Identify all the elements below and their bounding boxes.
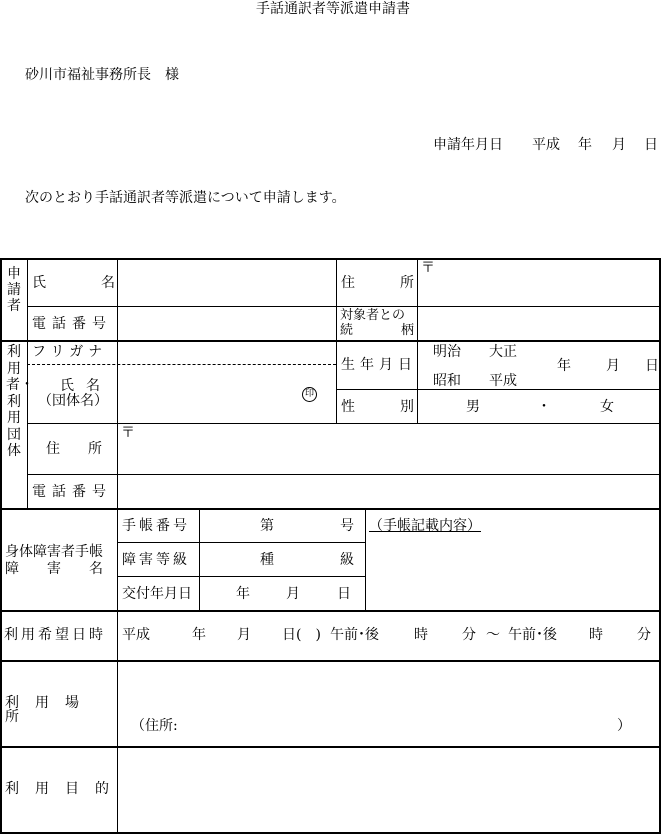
- schedule-era: 平成: [122, 627, 150, 643]
- user-postal-mark: 〒: [121, 425, 135, 441]
- applicant-postal-mark: 〒: [421, 260, 435, 276]
- furigana-dashed-line: [27, 364, 336, 365]
- user-name-field[interactable]: [122, 370, 292, 418]
- issue-day[interactable]: 日: [337, 586, 351, 602]
- applicant-address-field[interactable]: [436, 266, 654, 300]
- era-taisho[interactable]: 大正: [489, 344, 517, 360]
- handbook-contents-label: （手帳記載内容）: [369, 518, 481, 534]
- birth-gender-divider: [336, 389, 661, 390]
- place-address-close: ）: [617, 718, 631, 734]
- application-date-year[interactable]: 年: [578, 137, 592, 153]
- user-address-label-1: 住: [46, 441, 60, 457]
- applicant-phone-field[interactable]: [122, 312, 332, 336]
- user-name-label-2: 名: [86, 378, 100, 394]
- birth-day[interactable]: 日: [645, 358, 659, 374]
- schedule-ampm-end[interactable]: 午前･後: [508, 627, 557, 643]
- application-date-era: 平成: [532, 137, 560, 153]
- disability-kind[interactable]: 種: [260, 552, 274, 568]
- user-section-label: 利用者・利用団体: [6, 344, 34, 459]
- applicant-section-label: 申請者: [7, 266, 21, 314]
- seal-icon: 印: [302, 387, 317, 402]
- applicant-name-label-1: 氏: [32, 275, 46, 291]
- handbook-row-1: [117, 542, 365, 543]
- handbook-section-label-2: 障 害 名: [5, 561, 103, 577]
- era-meiji[interactable]: 明治: [433, 344, 461, 360]
- handbook-contents-field[interactable]: [370, 540, 654, 604]
- place-address-open: （住所:: [131, 718, 178, 734]
- user-name-label-1: 氏: [60, 378, 74, 394]
- gender-label-1: 性: [341, 399, 355, 415]
- schedule-hour-end[interactable]: 時: [589, 627, 603, 643]
- application-date-month[interactable]: 月: [612, 137, 626, 153]
- user-bottom-divider: [0, 508, 661, 510]
- place-field[interactable]: [122, 666, 654, 710]
- handbook-right-divider: [365, 508, 366, 610]
- handbook-number-prefix: 第: [260, 518, 274, 534]
- issue-year[interactable]: 年: [236, 586, 250, 602]
- applicant-name-label-2: 名: [101, 275, 115, 291]
- user-phone-field[interactable]: [122, 480, 652, 504]
- purpose-field[interactable]: [122, 752, 654, 826]
- birth-date-label: 生年月日: [341, 357, 417, 373]
- intro-text: 次のとおり手話通訳者等派遣について申請します。: [25, 190, 346, 206]
- applicant-phone-label: 電話番号: [32, 316, 112, 332]
- user-address-bottom: [27, 474, 661, 475]
- era-heisei[interactable]: 平成: [489, 373, 517, 389]
- applicant-address-label-1: 住: [341, 275, 355, 291]
- applicant-address-label-2: 所: [400, 275, 414, 291]
- place-address-field[interactable]: [184, 714, 614, 738]
- relation-label-3: 柄: [401, 323, 415, 338]
- gender-male[interactable]: 男: [466, 399, 480, 415]
- schedule-ampm-start[interactable]: 午前･後: [330, 627, 379, 643]
- handbook-bottom-divider: [0, 610, 661, 612]
- applicant-bottom-divider: [0, 340, 661, 342]
- handbook-number-field[interactable]: [276, 514, 336, 538]
- user-name-bottom: [27, 423, 661, 424]
- era-showa[interactable]: 昭和: [433, 373, 461, 389]
- schedule-label: 利用希望日時: [4, 627, 106, 643]
- handbook-section-label-1: 身体障害者手帳: [5, 544, 103, 560]
- user-phone-label: 電話番号: [32, 484, 112, 500]
- schedule-hour-start[interactable]: 時: [414, 627, 428, 643]
- group-name-label: （団体名）: [38, 393, 108, 409]
- gender-female[interactable]: 女: [600, 399, 614, 415]
- schedule-month[interactable]: 月: [237, 627, 251, 643]
- schedule-year[interactable]: 年: [192, 627, 206, 643]
- issue-month[interactable]: 月: [286, 586, 300, 602]
- gender-separator: ・: [537, 399, 551, 415]
- purpose-label: 利用目的: [5, 781, 125, 797]
- relation-field[interactable]: [422, 312, 654, 336]
- user-address-label-2: 所: [88, 441, 102, 457]
- place-bottom-divider: [0, 746, 661, 748]
- handbook-col-divider: [199, 508, 200, 610]
- schedule-minute-end[interactable]: 分: [637, 627, 651, 643]
- place-label-text: 利用場所: [5, 695, 95, 725]
- table-top-border: [0, 258, 661, 260]
- schedule-minute-start[interactable]: 分: [462, 627, 476, 643]
- user-address-field[interactable]: [136, 432, 654, 468]
- handbook-number-label: 手帳番号: [122, 518, 190, 534]
- furigana-field[interactable]: [122, 344, 332, 362]
- form-title: 手話通訳者等派遣申請書: [256, 1, 410, 17]
- application-date-label: 申請年月日: [433, 137, 503, 153]
- application-date-day[interactable]: 日: [644, 137, 658, 153]
- addressee: 砂川市福祉事務所長 様: [25, 67, 179, 83]
- schedule-bottom-divider: [0, 660, 661, 662]
- relation-label-1: 対象者との: [340, 308, 406, 323]
- schedule-day[interactable]: 日( ): [282, 627, 321, 643]
- disability-grade-label: 障害等級: [122, 552, 190, 568]
- disability-level[interactable]: 級: [340, 552, 354, 568]
- issue-date-label: 交付年月日: [122, 586, 192, 602]
- gender-label-2: 別: [400, 399, 414, 415]
- place-label: [5, 696, 113, 724]
- schedule-tilde: ～: [486, 627, 500, 643]
- applicant-row-divider: [27, 306, 661, 307]
- relation-label-2: 続: [340, 323, 354, 338]
- birth-year[interactable]: 年: [557, 358, 571, 374]
- applicant-name-field[interactable]: [122, 270, 332, 300]
- birth-month[interactable]: 月: [606, 358, 620, 374]
- handbook-number-suffix: 号: [340, 518, 354, 534]
- handbook-row-2: [117, 576, 365, 577]
- furigana-label: フリガナ: [32, 344, 108, 360]
